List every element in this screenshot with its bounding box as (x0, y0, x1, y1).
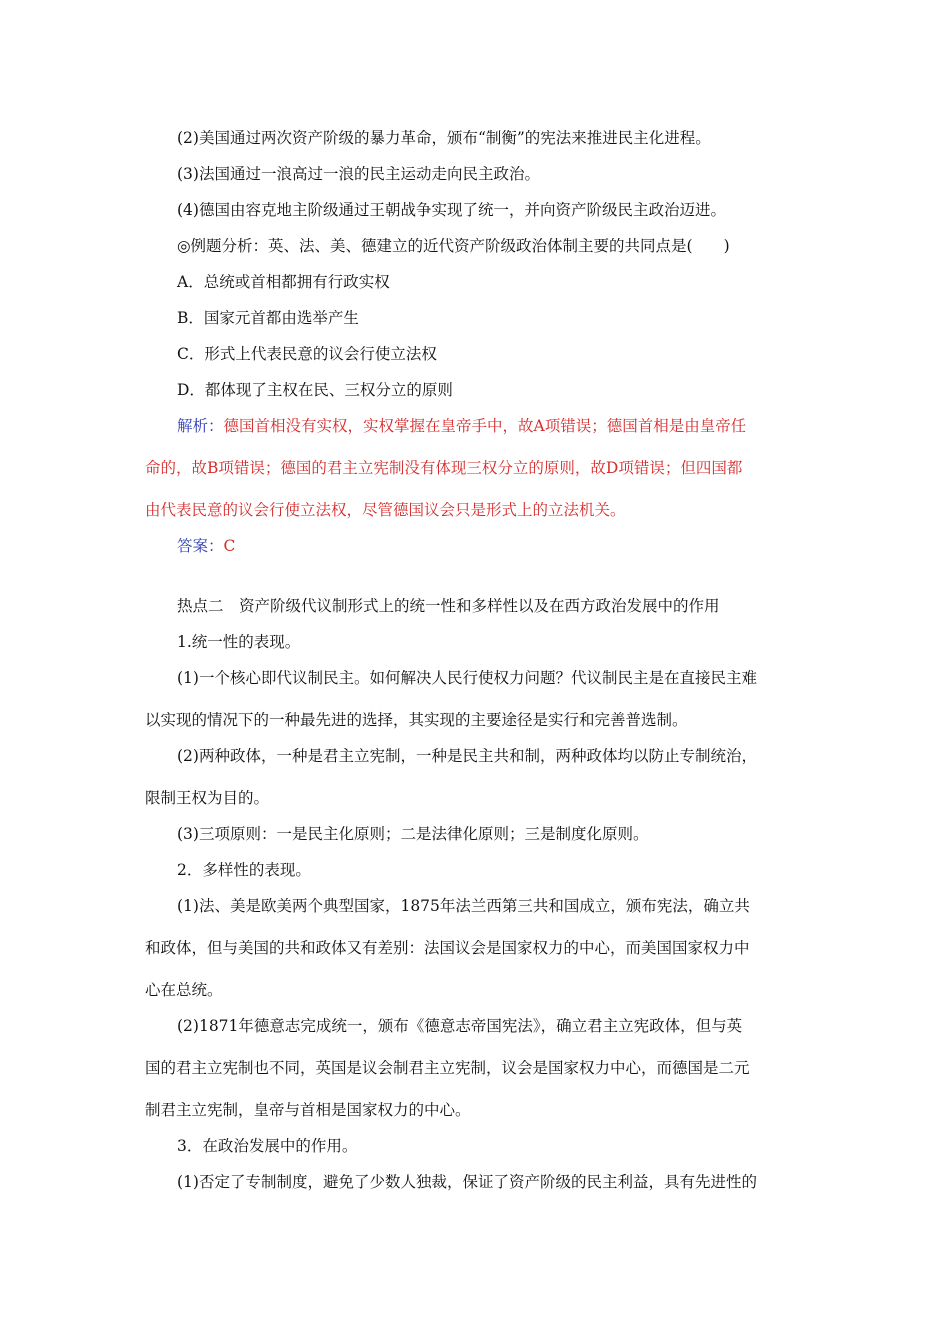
s2-paragraph-1-line-1: (1)法、美是欧美两个典型国家，1875年法兰西第三共和国成立，颁布宪法，确立共 (177, 897, 750, 915)
answer-label: 答案： (177, 537, 224, 555)
s3-paragraph-1: (1)否定了专制制度，避免了少数人独裁，保证了资产阶级的民主利益，具有先进性的 (177, 1173, 757, 1191)
option-d: D．都体现了主权在民、三权分立的原则 (177, 381, 453, 399)
s1-paragraph-2-line-2: 限制王权为目的。 (145, 789, 270, 807)
analysis-line-3: 由代表民意的议会行使立法权，尽管德国议会只是形式上的立法机关。 (145, 501, 626, 519)
s2-paragraph-2-line-3: 制君主立宪制，皇帝与首相是国家权力的中心。 (145, 1101, 471, 1119)
section-1-heading: 1.统一性的表现。 (177, 633, 301, 651)
s2-paragraph-1-line-2: 和政体，但与美国的共和政体又有差别：法国议会是国家权力的中心，而美国国家权力中 (145, 939, 750, 957)
option-a: A．总统或首相都拥有行政实权 (177, 273, 390, 291)
s1-paragraph-3: (3)三项原则：一是民主化原则；二是法律化原则；三是制度化原则。 (177, 825, 649, 843)
s1-paragraph-2-line-1: (2)两种政体，一种是君主立宪制，一种是民主共和制，两种政体均以防止专制统治， (177, 747, 757, 765)
s2-paragraph-1-line-3: 心在总统。 (145, 981, 223, 999)
hotspot-title: 热点二 资产阶级代议制形式上的统一性和多样性以及在西方政治发展中的作用 (177, 597, 720, 615)
analysis-line-2: 命的，故B项错误；德国的君主立宪制没有体现三权分立的原则，故D项错误；但四国都 (145, 459, 743, 477)
intro-paragraph-3: (3)法国通过一浪高过一浪的民主运动走向民主政治。 (177, 165, 540, 183)
analysis-line-1 (177, 416, 813, 436)
analysis-text: 德国首相没有实权，实权掌握在皇帝手中，故A项错误；德国首相是由皇帝任 (223, 417, 747, 435)
s1-paragraph-1-line-1: (1)一个核心即代议制民主。如何解决人民行使权力问题？代议制民主是在直接民主难 (177, 669, 757, 687)
option-b: B．国家元首都由选举产生 (177, 309, 359, 327)
intro-paragraph-4: (4)德国由容克地主阶级通过王朝战争实现了统一，并向资产阶级民主政治迈进。 (177, 201, 726, 219)
answer-line (177, 536, 813, 556)
s1-paragraph-1-line-2: 以实现的情况下的一种最先进的选择，其实现的主要途径是实行和完善普选制。 (145, 711, 688, 729)
answer-value: C (223, 537, 236, 555)
s2-paragraph-2-line-2: 国的君主立宪制也不同，英国是议会制君主立宪制，议会是国家权力中心，而德国是二元 (145, 1059, 750, 1077)
section-3-heading: 3．在政治发展中的作用。 (177, 1137, 358, 1155)
intro-paragraph-2: (2)美国通过两次资产阶级的暴力革命，颁布“制衡”的宪法来推进民主化进程。 (177, 129, 711, 147)
example-question: ◎例题分析：英、法、美、德建立的近代资产阶级政治体制主要的共同点是( ) (177, 237, 730, 255)
section-2-heading: 2．多样性的表现。 (177, 861, 311, 879)
option-c: C．形式上代表民意的议会行使立法权 (177, 345, 437, 363)
analysis-label: 解析： (177, 417, 224, 435)
s2-paragraph-2-line-1: (2)1871年德意志完成统一，颁布《德意志帝国宪法》，确立君主立宪政体，但与英 (177, 1017, 743, 1035)
